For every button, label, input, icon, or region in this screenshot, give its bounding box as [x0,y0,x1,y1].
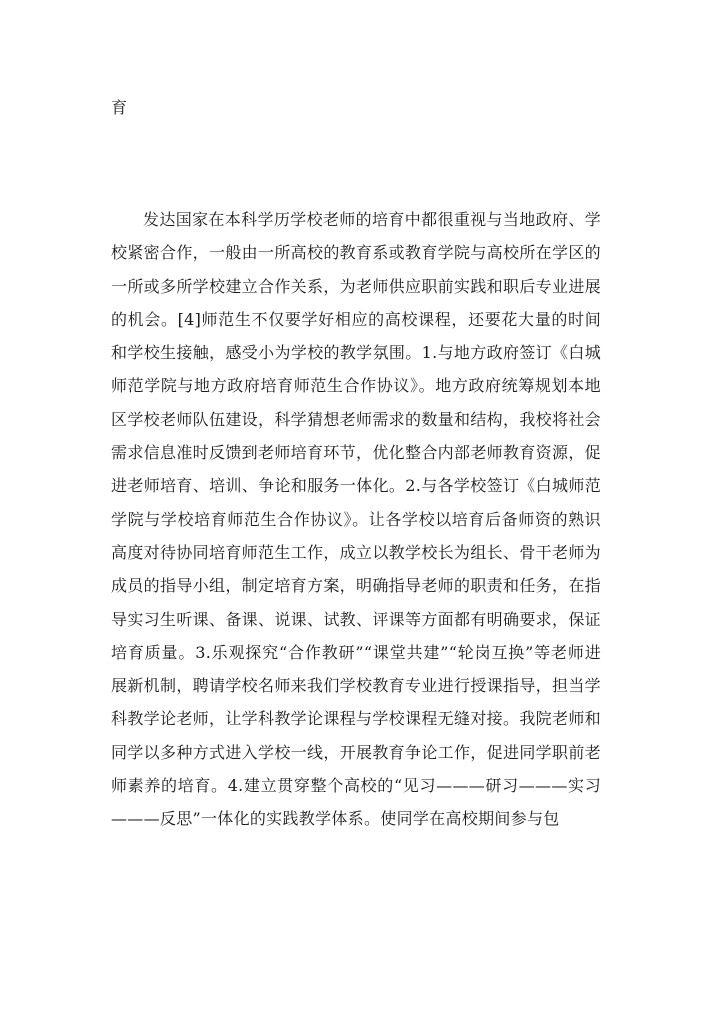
body-paragraph: 发达国家在本科学历学校老师的培育中都很重视与当地政府、学校紧密合作，一般由一所高校的教育系或教育学院与高校所在学区的一所或多所学校建立合作关系，为老师供应职前实践和职后专业进展的机会。[4]师范生不仅要学好相应的高校课程，还要花大量的时间和学校生接触，感受小为学校的教学氛围。1.与地方政府签订《白城师范学院与地方政府培育师范生合作协议》。地方政府统筹规划本地区学校老师队伍建设，科学猜想老师需求的数量和结构，我校将社会需求信息准时反馈到老师培育环节，优化整合内部老师教育资源，促进老师培育、培训、争论和服务一体化。2.与各学校签订《白城师范学院与学校培育师范生合作协议》。让各学校以培育后备师资的熟识高度对待协同培育师范生工作，成立以教学校长为组长、骨干老师为成员的指导小组，制定培育方案，明确指导老师的职责和任务，在指导实习生听课、备课、说课、试教、评课等方面都有明确要求，保证培育质量。3.乐观探究“合作教研”“课堂共建”“轮岗互换”等老师进展新机制，聘请学校名师来我们学校教育专业进行授课指导，担当学科教学论老师，让学科教学论课程与学校课程无缝对接。我院老师和同学以多种方式进入学校一线，开展教育争论工作，促进同学职前老师素养的培育。4.建立贯穿整个高校的“见习———研习———实习———反思”一体化的实践教学体系。使同学在高校期间参与包 [111,210,601,829]
continued-text-fragment: 育 [111,98,128,117]
